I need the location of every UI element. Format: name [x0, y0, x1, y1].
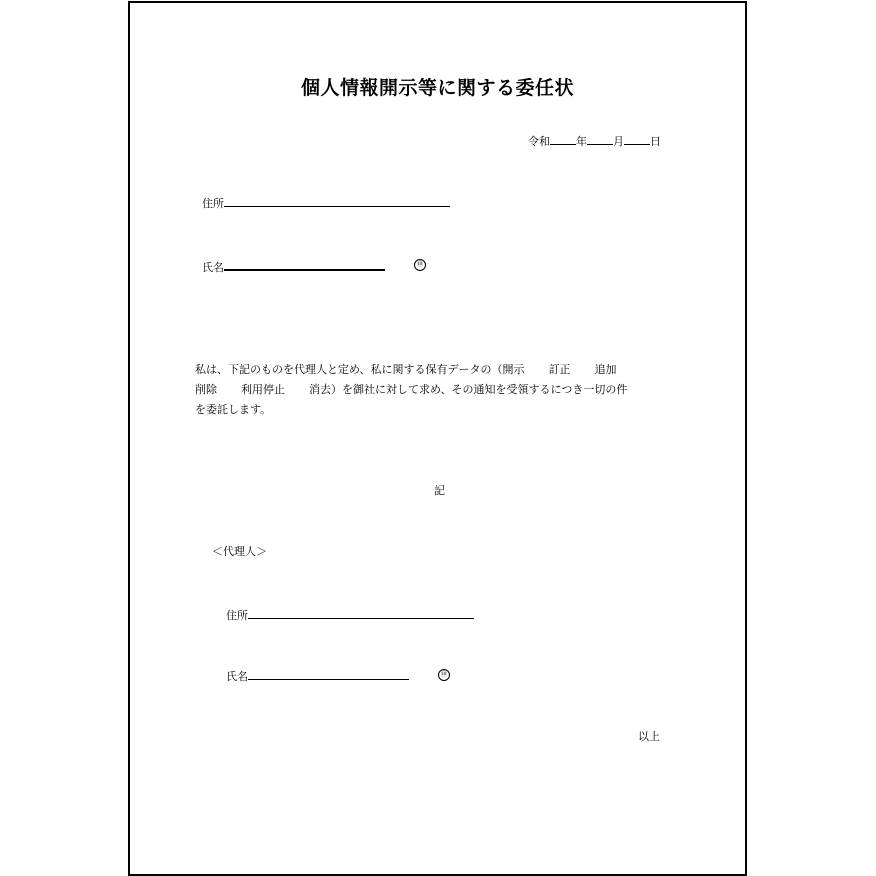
date-year-label: 年	[576, 135, 587, 148]
year-blank[interactable]	[550, 133, 576, 145]
principal-address-row	[202, 195, 450, 211]
agent-address-label: 住所	[226, 609, 248, 622]
agent-seal	[438, 668, 450, 682]
body-line3: を委託します。	[195, 403, 272, 416]
date-era: 令和	[528, 135, 550, 148]
principal-seal-icon: ㊞	[414, 259, 426, 271]
option-delete: 削除	[195, 383, 217, 396]
document-page	[128, 1, 747, 876]
note-heading: 記	[434, 484, 445, 497]
option-add: 追加	[594, 363, 617, 376]
principal-address-field[interactable]	[224, 195, 450, 207]
day-blank[interactable]	[624, 133, 650, 145]
agent-name-field[interactable]	[248, 668, 409, 680]
option-suspend: 利用停止	[241, 383, 285, 396]
principal-name-row	[202, 258, 385, 275]
agent-address-row	[226, 607, 474, 623]
document-title: 個人情報開示等に関する委任状	[300, 77, 574, 99]
date-line	[528, 133, 661, 149]
principal-name-label: 氏名	[202, 261, 224, 274]
body-line1: 私は、下記のものを代理人と定め、私に関する保有データの（開示	[195, 363, 525, 376]
date-day-label: 日	[650, 135, 661, 148]
closing-text: 以上	[638, 730, 660, 743]
principal-seal	[414, 258, 426, 272]
body-paragraph	[195, 360, 695, 420]
agent-heading: ＜代理人＞	[212, 545, 267, 558]
agent-name-row	[226, 668, 409, 684]
agent-address-field[interactable]	[248, 607, 474, 619]
month-blank[interactable]	[587, 133, 613, 145]
option-correct: 訂正	[548, 363, 571, 376]
date-month-label: 月	[613, 135, 624, 148]
principal-name-field[interactable]	[224, 258, 385, 271]
agent-name-label: 氏名	[226, 670, 248, 683]
option-erase: 消去）を御社に対して求め、その通知を受領するにつき一切の件	[309, 383, 628, 396]
principal-address-label: 住所	[202, 197, 224, 210]
agent-seal-icon: ㊞	[438, 669, 450, 681]
